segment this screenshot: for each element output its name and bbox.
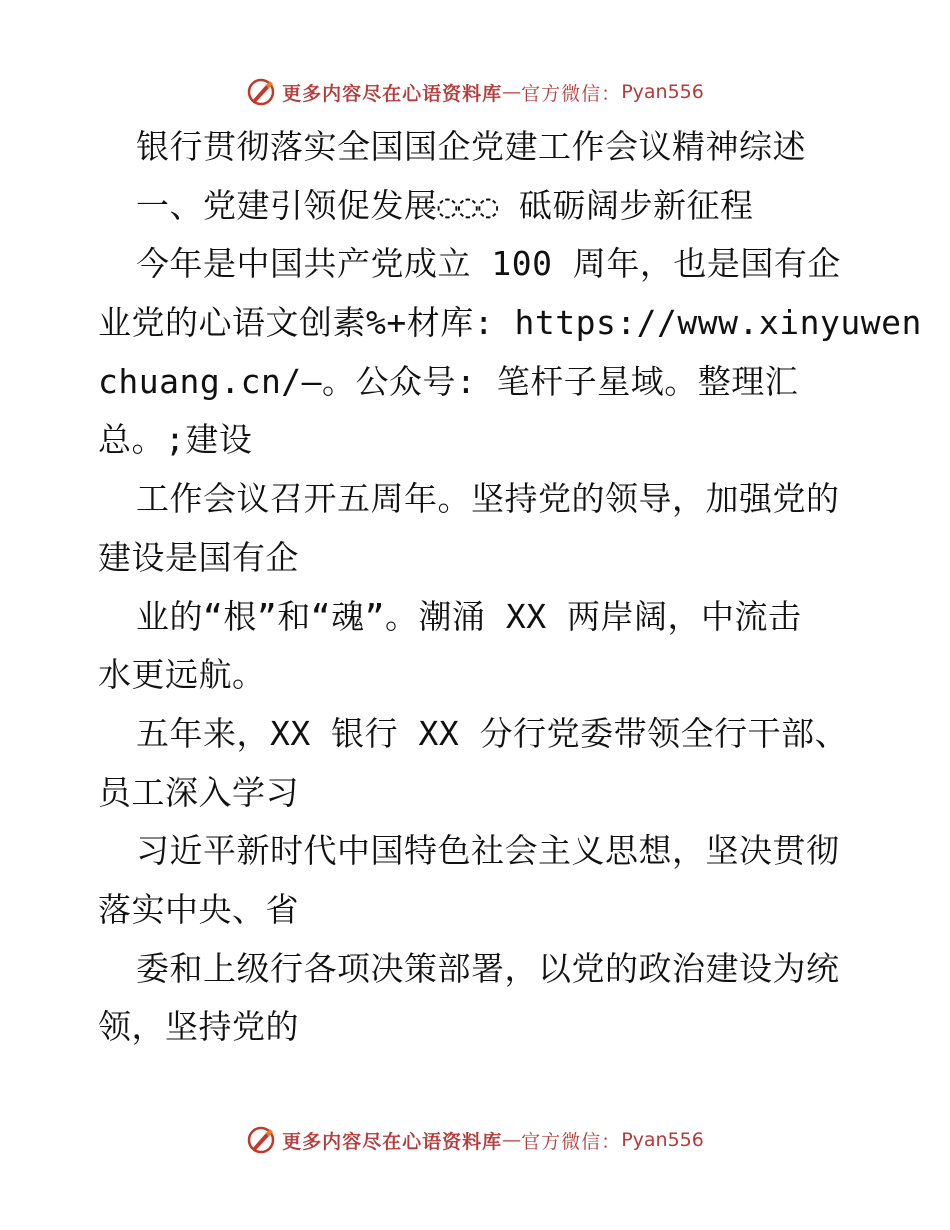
text-line: 总。;建设 (98, 420, 253, 460)
text-line: 水更远航。 (98, 655, 266, 695)
text-line: 今年是中国共产党成立 100 周年，也是国有企 (136, 244, 841, 284)
text-line: 委和上级行各项决策部署，以党的政治建设为统 (136, 948, 840, 988)
header-banner (0, 72, 950, 112)
text-line: chuang.cn/—。公众号: 笔杆子星域。整理汇 (98, 361, 799, 401)
text-line: 五年来，XX 银行 XX 分行党委带领全行干部、 (136, 713, 849, 753)
text-line: 工作会议召开五周年。坚持党的领导，加强党的 (136, 479, 840, 519)
banner-wechat-id: Pyan556 (621, 1129, 704, 1151)
footer-banner (0, 1120, 950, 1160)
document-title: 银行贯彻落实全国国企党建工作会议精神综述 (136, 127, 806, 166)
text-line: 员工深入学习 (98, 772, 299, 812)
text-line: 业的“根”和“魂”。潮涌 XX 两岸阔，中流击 (136, 596, 802, 636)
banner-wechat-id: Pyan556 (621, 81, 704, 103)
text-line: 习近平新时代中国特色社会主义思想，坚决贯彻 (136, 831, 840, 871)
pen-logo-icon (246, 1125, 276, 1155)
text-line: 领，坚持党的 (98, 1007, 299, 1047)
text-line: 建设是国有企 (98, 537, 299, 577)
banner-official-text: 官方微信： (521, 1130, 622, 1153)
banner-main-text: 更多内容尽在心语资料库 (282, 1130, 503, 1153)
text-line: 落实中央、省 (98, 889, 299, 929)
banner-main-text: 更多内容尽在心语资料库 (282, 82, 503, 105)
banner-official-text: 官方微信： (521, 82, 622, 105)
section-heading: 一、党建引领促发展◌◌◌ 砥砺阔步新征程 (136, 185, 754, 225)
banner-dash: — (502, 81, 522, 103)
banner-dash: — (502, 1129, 522, 1151)
document-body (98, 118, 922, 1057)
pen-logo-icon (246, 77, 276, 107)
text-line: 业党的心语文创素%+材库: https://www.xinyuwen (98, 303, 922, 343)
